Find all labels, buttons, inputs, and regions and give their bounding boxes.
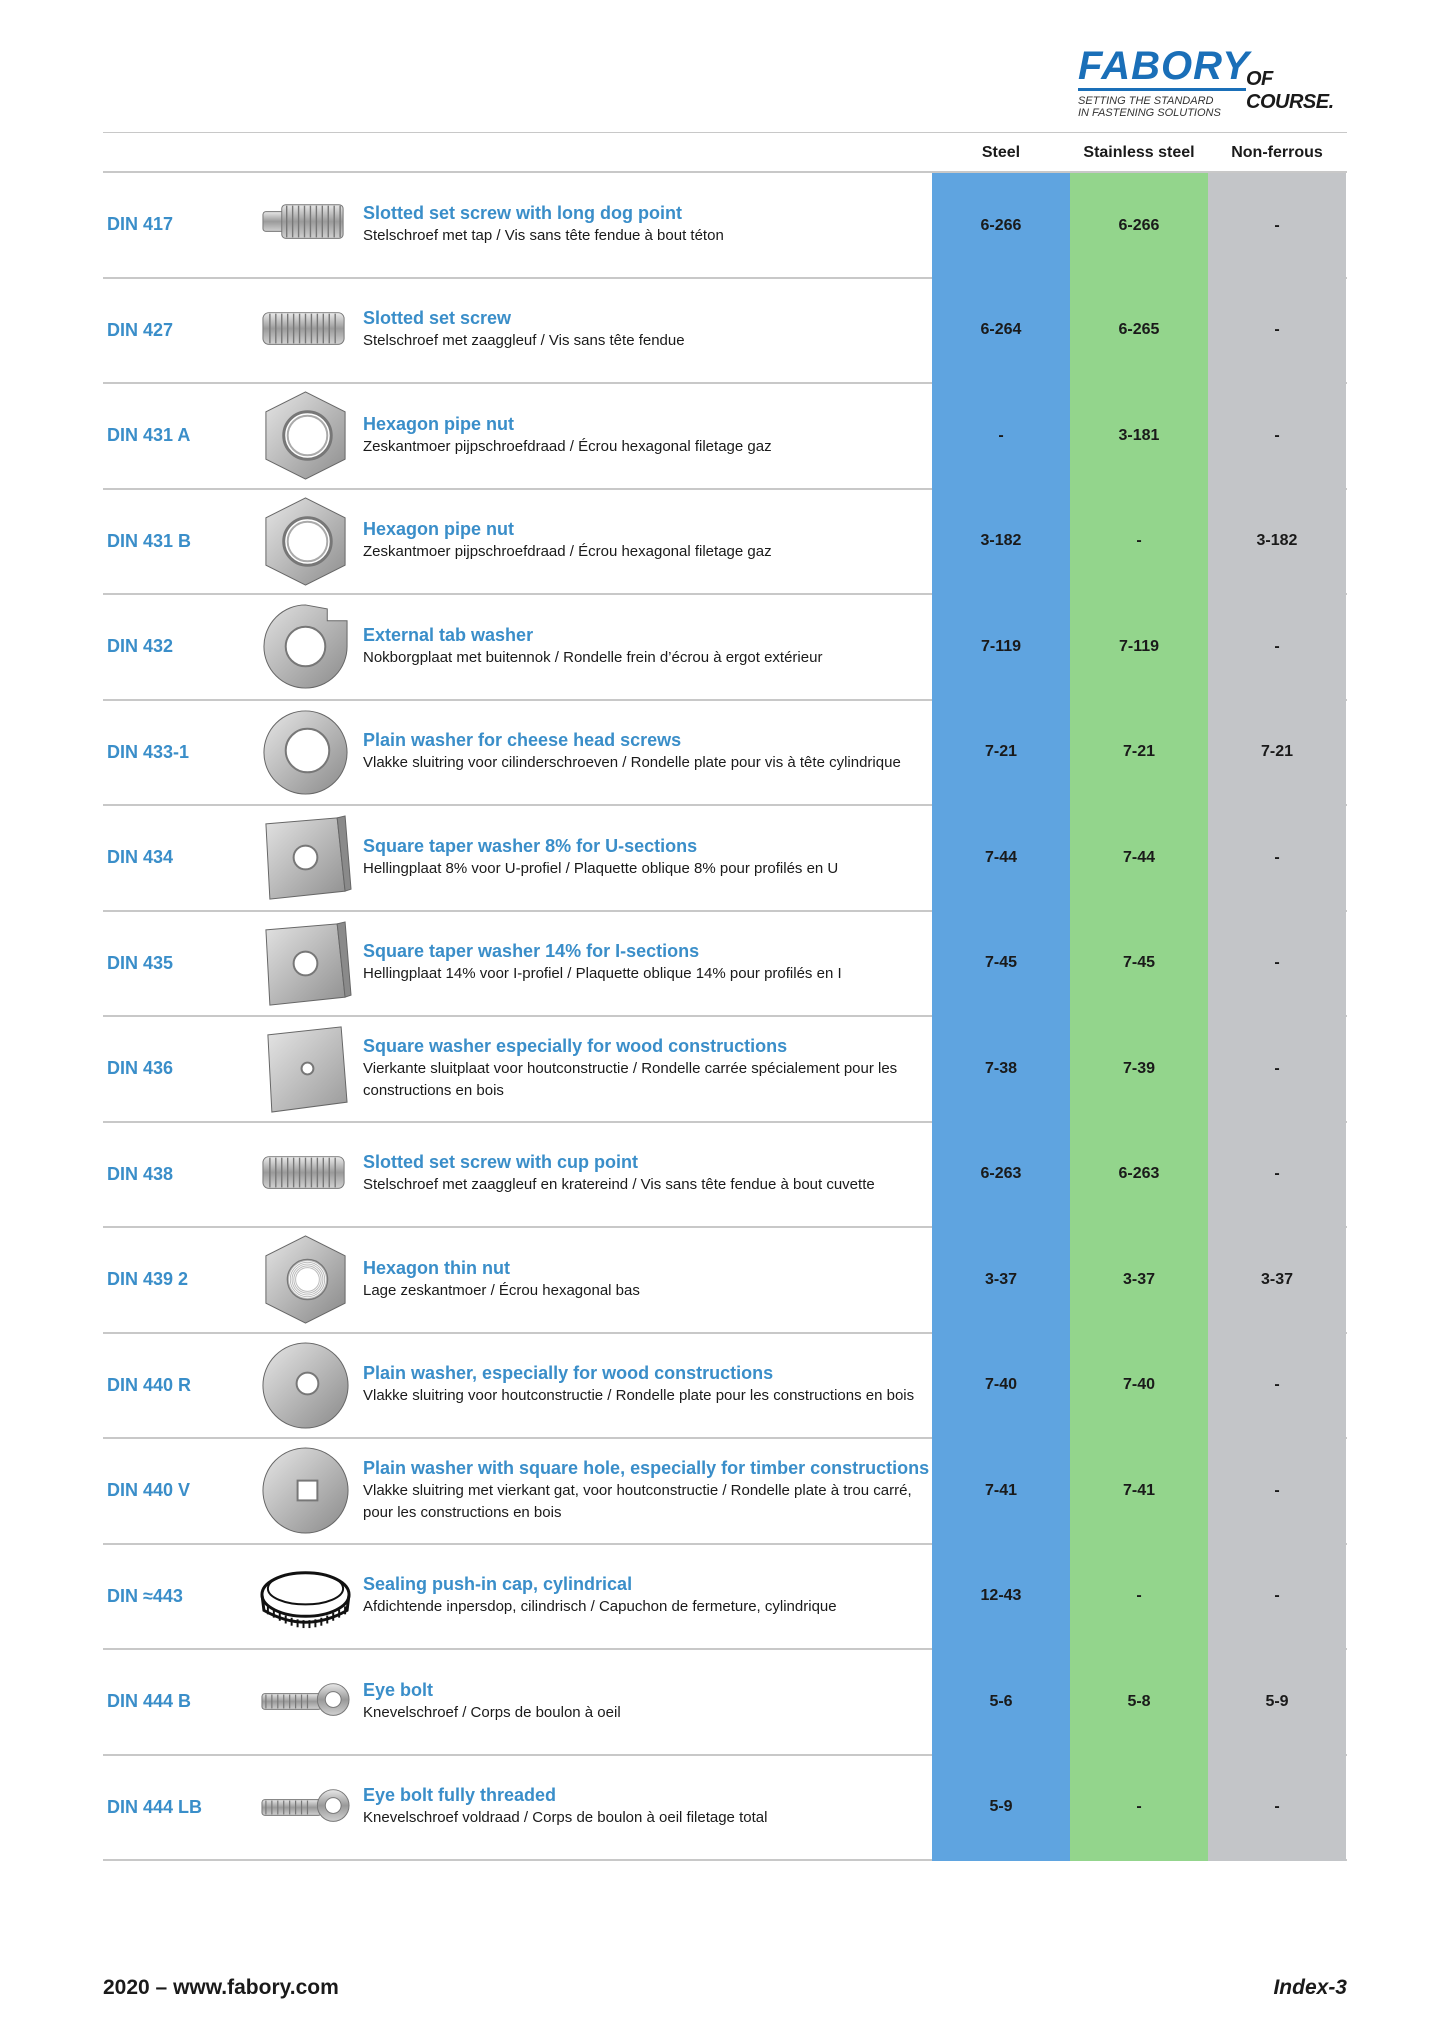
set-screw-dog-point-icon <box>258 177 353 272</box>
table-header <box>103 132 1347 171</box>
nonferrous-page-ref: - <box>1208 593 1346 701</box>
din-code: DIN 438 <box>107 1163 174 1184</box>
product-title: Square washer especially for wood constructions <box>363 1035 788 1056</box>
nonferrous-page-ref: - <box>1208 382 1346 490</box>
din-code: DIN 436 <box>107 1058 174 1079</box>
din-code: DIN 431 A <box>107 425 191 446</box>
nonferrous-page-ref: - <box>1208 277 1346 385</box>
eye-bolt-icon <box>258 1654 353 1749</box>
product-description <box>363 1545 933 1649</box>
table-row <box>103 1015 1347 1121</box>
nonferrous-page-ref: 5-9 <box>1208 1648 1346 1756</box>
product-description <box>363 701 933 805</box>
stainless-page-ref: 7-39 <box>1070 1015 1208 1123</box>
logo-underline <box>1078 88 1246 91</box>
product-title: Eye bolt fully threaded <box>363 1785 557 1806</box>
steel-page-ref: 7-40 <box>932 1332 1070 1440</box>
product-subtitle: Stelschroef met tap / Vis sans tête fendue à bout téton <box>363 226 724 244</box>
column-header-stainless: Stainless steel <box>1083 144 1195 161</box>
footer-website: 2020 – www.fabory.com <box>103 1976 339 1999</box>
steel-page-ref: 6-264 <box>932 277 1070 385</box>
stainless-page-ref: 7-41 <box>1070 1437 1208 1545</box>
plain-washer-icon <box>258 705 353 800</box>
product-description <box>363 384 933 488</box>
table-row <box>103 804 1347 910</box>
product-description <box>363 806 933 910</box>
steel-page-ref: 7-45 <box>932 910 1070 1018</box>
din-code: DIN 434 <box>107 847 174 868</box>
table-body <box>103 171 1347 1861</box>
square-washer-icon <box>258 1021 353 1116</box>
tab-washer-icon <box>258 599 353 694</box>
logo-slogan: OF COURSE. <box>1246 68 1334 113</box>
column-header-steel: Steel <box>981 144 1021 161</box>
product-title: Plain washer, especially for wood constructions <box>363 1363 774 1384</box>
stainless-page-ref: 7-40 <box>1070 1332 1208 1440</box>
table-row <box>103 1226 1347 1332</box>
table-row <box>103 1332 1347 1438</box>
table-row <box>103 488 1347 594</box>
product-subtitle: Knevelschroef / Corps de boulon à oeil <box>363 1703 621 1721</box>
product-index-table <box>103 132 1347 1861</box>
din-code: DIN 439 2 <box>107 1269 189 1290</box>
product-description <box>363 490 933 594</box>
hex-thin-nut-icon <box>258 1232 353 1327</box>
product-description <box>363 1650 933 1754</box>
product-title: Hexagon thin nut <box>363 1257 510 1278</box>
stainless-page-ref: 7-45 <box>1070 910 1208 1018</box>
nonferrous-page-ref: - <box>1208 1121 1346 1229</box>
product-subtitle: Lage zeskantmoer / Écrou hexagonal bas <box>363 1281 640 1299</box>
product-title: Eye bolt <box>363 1679 434 1700</box>
stainless-page-ref: 6-266 <box>1070 173 1208 279</box>
nonferrous-page-ref: - <box>1208 910 1346 1018</box>
logo-tagline-1: SETTING THE STANDARD <box>1078 95 1214 107</box>
product-subtitle: Stelschroef met zaaggleuf en kratereind / Vis sans tête fendue à bout cuvette <box>363 1176 875 1194</box>
stainless-page-ref: - <box>1070 488 1208 596</box>
product-subtitle: Zeskantmoer pijpschroefdraad / Écrou hexagonal filetage gaz <box>363 543 772 561</box>
product-title: Square taper washer 14% for I-sections <box>363 941 700 962</box>
square-hole-washer-icon <box>258 1443 353 1538</box>
product-title: Slotted set screw with cup point <box>363 1152 639 1173</box>
din-code: DIN 440 V <box>107 1480 191 1501</box>
set-screw-icon <box>258 1127 353 1222</box>
steel-page-ref: 7-41 <box>932 1437 1070 1545</box>
steel-page-ref: - <box>932 382 1070 490</box>
table-row <box>103 171 1347 277</box>
stainless-page-ref: 3-181 <box>1070 382 1208 490</box>
product-description <box>363 1439 933 1543</box>
stainless-page-ref: - <box>1070 1543 1208 1651</box>
product-subtitle: Zeskantmoer pijpschroefdraad / Écrou hexagonal filetage gaz <box>363 437 772 455</box>
steel-page-ref: 7-38 <box>932 1015 1070 1123</box>
logo-tagline-2: IN FASTENING SOLUTIONS <box>1078 107 1221 119</box>
nonferrous-page-ref: - <box>1208 1332 1346 1440</box>
stainless-page-ref: - <box>1070 1754 1208 1862</box>
steel-page-ref: 12-43 <box>932 1543 1070 1651</box>
product-description <box>363 1334 933 1438</box>
nonferrous-page-ref: - <box>1208 1754 1346 1862</box>
product-subtitle: Hellingplaat 14% voor I-profiel / Plaquette oblique 14% pour profilés en I <box>363 965 842 983</box>
steel-page-ref: 5-9 <box>932 1754 1070 1862</box>
table-row <box>103 593 1347 699</box>
product-subtitle: Vierkante sluitplaat voor houtconstructie / Rondelle carrée spécialement pour les constructions en bois <box>363 1059 898 1099</box>
product-title: Hexagon pipe nut <box>363 519 515 540</box>
logo-brand: FABORY <box>1078 44 1250 88</box>
stainless-page-ref: 7-119 <box>1070 593 1208 701</box>
din-code: DIN 444 LB <box>107 1796 203 1817</box>
steel-page-ref: 7-21 <box>932 699 1070 807</box>
product-description <box>363 595 933 699</box>
din-code: DIN 431 B <box>107 530 192 551</box>
din-code: DIN 444 B <box>107 1691 192 1712</box>
product-subtitle: Vlakke sluitring met vierkant gat, voor houtconstructie / Rondelle plate à trou carré, pour les constructions en bois <box>363 1481 912 1521</box>
push-in-cap-icon <box>258 1549 353 1644</box>
footer-page-index: Index-3 <box>1273 1976 1347 1999</box>
product-title: Plain washer for cheese head screws <box>363 730 682 751</box>
steel-page-ref: 7-119 <box>932 593 1070 701</box>
set-screw-icon <box>258 283 353 378</box>
steel-page-ref: 7-44 <box>932 804 1070 912</box>
steel-page-ref: 3-182 <box>932 488 1070 596</box>
product-description <box>363 173 933 277</box>
steel-page-ref: 5-6 <box>932 1648 1070 1756</box>
product-title: Slotted set screw with long dog point <box>363 202 682 223</box>
nonferrous-page-ref: - <box>1208 1543 1346 1651</box>
steel-page-ref: 6-263 <box>932 1121 1070 1229</box>
stainless-page-ref: 6-265 <box>1070 277 1208 385</box>
product-subtitle: Vlakke sluitring voor houtconstructie / Rondelle plate pour les constructions en bois <box>363 1387 915 1405</box>
product-description <box>363 1123 933 1227</box>
din-code: DIN ≈443 <box>107 1585 183 1606</box>
table-row <box>103 910 1347 1016</box>
nonferrous-page-ref: 3-37 <box>1208 1226 1346 1334</box>
product-description <box>363 1228 933 1332</box>
product-description <box>363 1017 933 1121</box>
table-row <box>103 1754 1347 1862</box>
product-subtitle: Afdichtende inpersdop, cilindrisch / Capuchon de fermeture, cylindrique <box>363 1598 837 1616</box>
din-code: DIN 433-1 <box>107 741 190 762</box>
table-row <box>103 1648 1347 1754</box>
fabory-logo <box>1068 44 1358 126</box>
square-taper-washer-icon <box>258 810 353 905</box>
square-taper-washer-icon <box>258 916 353 1011</box>
stainless-page-ref: 7-44 <box>1070 804 1208 912</box>
column-header-nonferrous: Non-ferrous <box>1231 144 1323 161</box>
table-row <box>103 1543 1347 1649</box>
nonferrous-page-ref: - <box>1208 1015 1346 1123</box>
nonferrous-page-ref: 7-21 <box>1208 699 1346 807</box>
table-row <box>103 699 1347 805</box>
product-title: Slotted set screw <box>363 308 512 329</box>
table-row <box>103 1437 1347 1543</box>
product-title: Plain washer with square hole, especially for timber constructions <box>363 1457 930 1478</box>
steel-page-ref: 3-37 <box>932 1226 1070 1334</box>
din-code: DIN 417 <box>107 214 174 235</box>
din-code: DIN 427 <box>107 319 174 340</box>
table-row <box>103 1121 1347 1227</box>
din-code: DIN 435 <box>107 952 174 973</box>
product-subtitle: Nokborgplaat met buitennok / Rondelle frein d’écrou à ergot extérieur <box>363 648 823 666</box>
nonferrous-page-ref: - <box>1208 1437 1346 1545</box>
nonferrous-page-ref: 3-182 <box>1208 488 1346 596</box>
product-subtitle: Vlakke sluitring voor cilinderschroeven / Rondelle plate pour vis à tête cylindrique <box>363 754 901 772</box>
stainless-page-ref: 3-37 <box>1070 1226 1208 1334</box>
din-code: DIN 432 <box>107 636 174 657</box>
hex-pipe-nut-icon <box>258 388 353 483</box>
product-title: Hexagon pipe nut <box>363 413 515 434</box>
table-row <box>103 277 1347 383</box>
nonferrous-page-ref: - <box>1208 804 1346 912</box>
wood-washer-icon <box>258 1338 353 1433</box>
product-description <box>363 912 933 1016</box>
product-title: External tab washer <box>363 624 534 645</box>
product-subtitle: Knevelschroef voldraad / Corps de boulon à oeil filetage total <box>363 1809 768 1827</box>
table-row <box>103 382 1347 488</box>
product-description <box>363 1756 933 1860</box>
steel-page-ref: 6-266 <box>932 173 1070 279</box>
product-subtitle: Stelschroef met zaaggleuf / Vis sans tête fendue <box>363 332 685 350</box>
nonferrous-page-ref: - <box>1208 173 1346 279</box>
stainless-page-ref: 6-263 <box>1070 1121 1208 1229</box>
hex-pipe-nut-icon <box>258 494 353 589</box>
product-title: Square taper washer 8% for U-sections <box>363 835 698 856</box>
product-description <box>363 279 933 383</box>
stainless-page-ref: 5-8 <box>1070 1648 1208 1756</box>
product-title: Sealing push-in cap, cylindrical <box>363 1574 633 1595</box>
din-code: DIN 440 R <box>107 1374 192 1395</box>
stainless-page-ref: 7-21 <box>1070 699 1208 807</box>
eye-bolt-icon <box>258 1760 353 1855</box>
product-subtitle: Hellingplaat 8% voor U-profiel / Plaquette oblique 8% pour profilés en U <box>363 859 839 877</box>
